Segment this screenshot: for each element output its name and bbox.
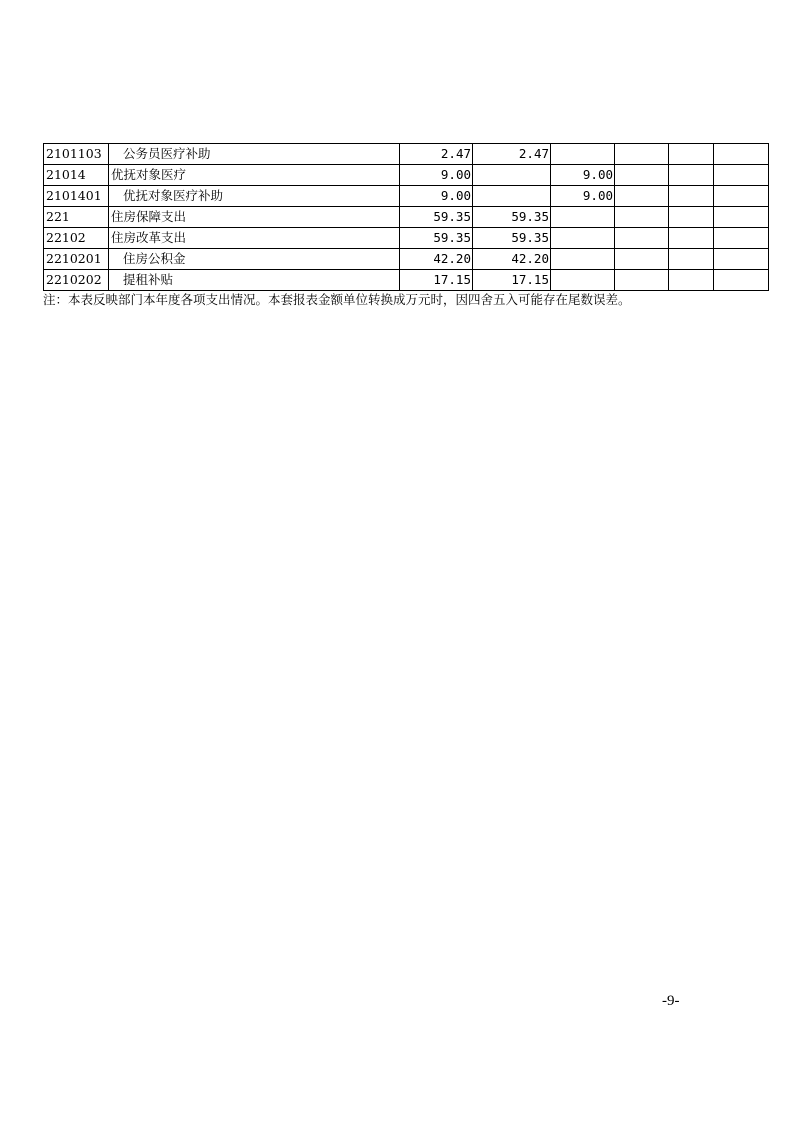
cell-col6 — [615, 270, 669, 291]
cell-code: 2101401 — [44, 186, 109, 207]
cell-basic: 59.35 — [473, 207, 551, 228]
table-row — [44, 228, 769, 249]
cell-name: 住房改革支出 — [109, 228, 400, 249]
cell-col8 — [714, 144, 769, 165]
cell-total: 42.20 — [400, 249, 473, 270]
cell-col6 — [615, 165, 669, 186]
expenditure-table — [43, 143, 769, 291]
cell-code: 2210201 — [44, 249, 109, 270]
cell-col7 — [669, 207, 714, 228]
cell-col7 — [669, 165, 714, 186]
cell-code: 2101103 — [44, 144, 109, 165]
cell-col8 — [714, 186, 769, 207]
cell-total: 2.47 — [400, 144, 473, 165]
cell-total: 17.15 — [400, 270, 473, 291]
cell-name: 提租补贴 — [109, 270, 400, 291]
cell-code: 22102 — [44, 228, 109, 249]
table-row — [44, 144, 769, 165]
cell-basic: 59.35 — [473, 228, 551, 249]
cell-code: 2210202 — [44, 270, 109, 291]
cell-col8 — [714, 165, 769, 186]
table-row — [44, 186, 769, 207]
cell-col7 — [669, 249, 714, 270]
cell-project — [551, 249, 615, 270]
cell-basic — [473, 165, 551, 186]
cell-col7 — [669, 144, 714, 165]
cell-total: 9.00 — [400, 165, 473, 186]
cell-total: 59.35 — [400, 207, 473, 228]
cell-basic: 2.47 — [473, 144, 551, 165]
cell-name: 优抚对象医疗补助 — [109, 186, 400, 207]
cell-col6 — [615, 207, 669, 228]
cell-col8 — [714, 207, 769, 228]
cell-col7 — [669, 270, 714, 291]
cell-name: 优抚对象医疗 — [109, 165, 400, 186]
cell-col6 — [615, 249, 669, 270]
cell-code: 21014 — [44, 165, 109, 186]
cell-col6 — [615, 144, 669, 165]
table-row — [44, 207, 769, 228]
cell-name: 住房保障支出 — [109, 207, 400, 228]
cell-project — [551, 270, 615, 291]
cell-code: 221 — [44, 207, 109, 228]
cell-col8 — [714, 228, 769, 249]
table-row — [44, 165, 769, 186]
cell-project — [551, 207, 615, 228]
cell-project — [551, 144, 615, 165]
cell-col7 — [669, 228, 714, 249]
cell-project: 9.00 — [551, 186, 615, 207]
cell-name: 公务员医疗补助 — [109, 144, 400, 165]
cell-total: 59.35 — [400, 228, 473, 249]
cell-col7 — [669, 186, 714, 207]
cell-project: 9.00 — [551, 165, 615, 186]
cell-col8 — [714, 249, 769, 270]
cell-col6 — [615, 186, 669, 207]
expenditure-table-body — [44, 144, 769, 291]
cell-col6 — [615, 228, 669, 249]
cell-total: 9.00 — [400, 186, 473, 207]
table-row — [44, 270, 769, 291]
page-number: -9- — [662, 993, 680, 1009]
cell-basic: 42.20 — [473, 249, 551, 270]
expenditure-table-wrapper — [43, 143, 769, 291]
cell-basic: 17.15 — [473, 270, 551, 291]
cell-basic — [473, 186, 551, 207]
table-row — [44, 249, 769, 270]
cell-col8 — [714, 270, 769, 291]
cell-name: 住房公积金 — [109, 249, 400, 270]
cell-project — [551, 228, 615, 249]
table-footnote: 注：本表反映部门本年度各项支出情况。本套报表金额单位转换成万元时，因四舍五入可能存在尾数误差。 — [43, 292, 631, 307]
